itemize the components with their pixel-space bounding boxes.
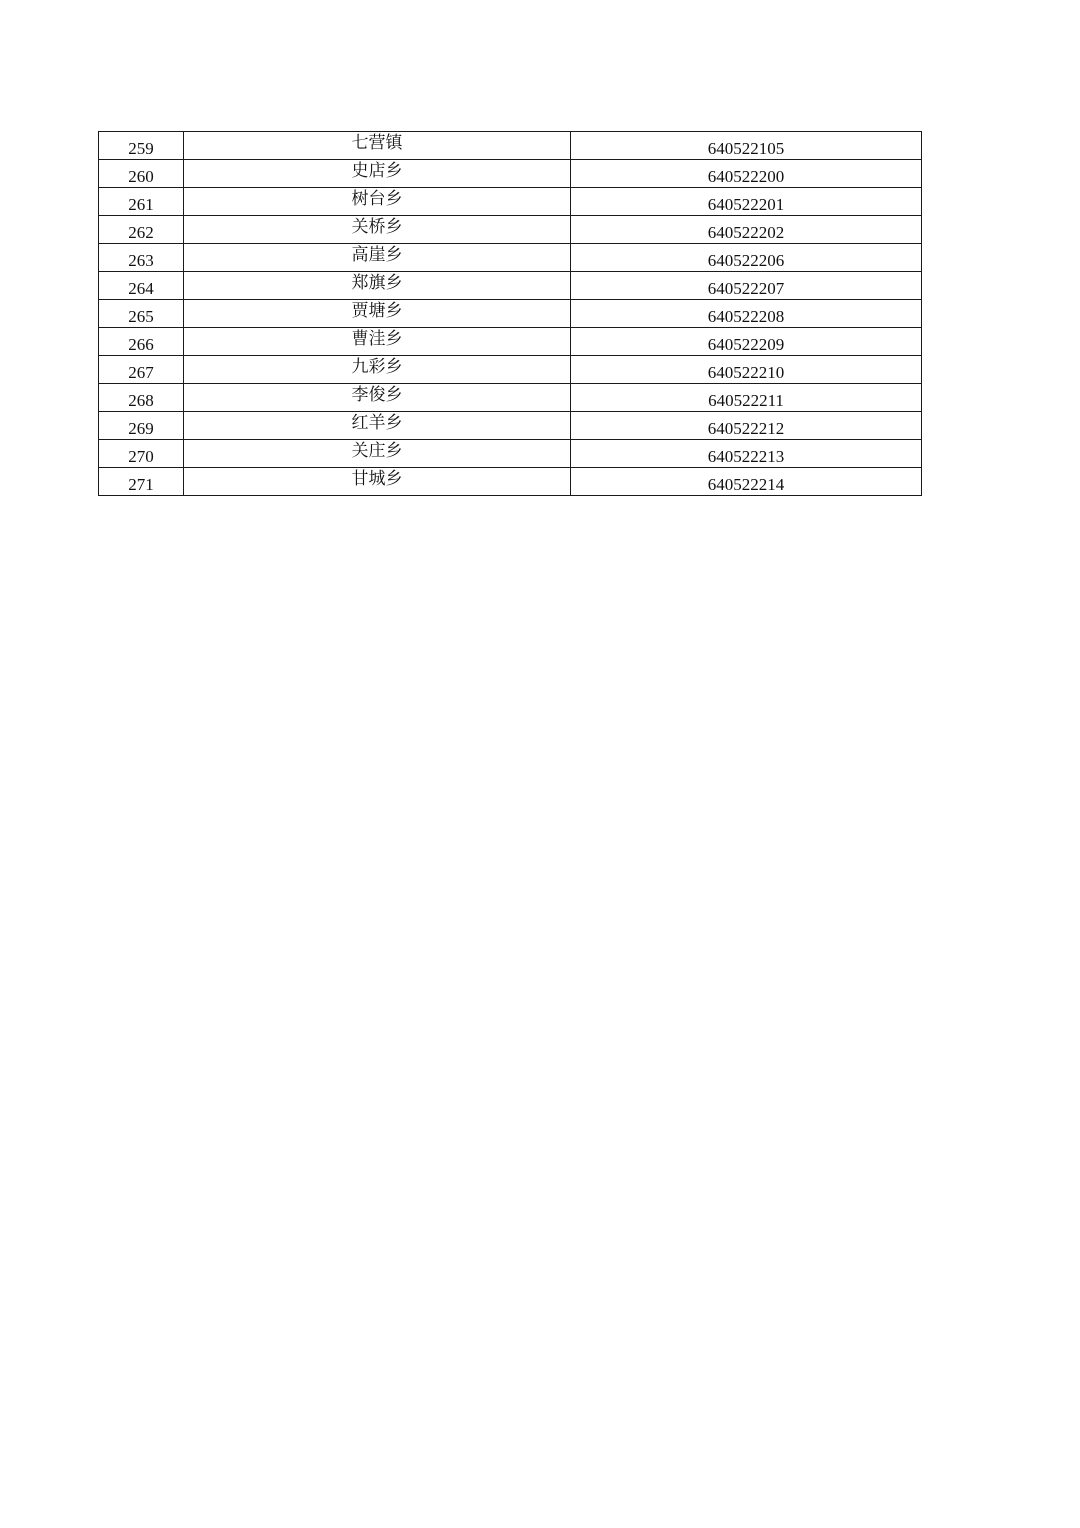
township-name: 李俊乡: [351, 385, 403, 405]
township-code-cell: [571, 300, 922, 328]
row-index: 269: [128, 419, 154, 438]
township-name-cell: [184, 244, 571, 272]
township-code-cell: [571, 412, 922, 440]
township-code-cell: [571, 188, 922, 216]
row-index: 271: [128, 475, 154, 494]
township-name-cell: [184, 468, 571, 496]
table-body: [99, 132, 922, 496]
township-name: 高崖乡: [351, 245, 403, 265]
township-code-cell: [571, 216, 922, 244]
table-row: [99, 384, 922, 412]
township-code-cell: [571, 328, 922, 356]
township-name: 关庄乡: [351, 441, 403, 461]
township-code: 640522200: [707, 167, 785, 186]
township-code: 640522210: [707, 363, 785, 382]
table-row: [99, 468, 922, 496]
table-row: [99, 440, 922, 468]
township-name: 树台乡: [351, 189, 403, 209]
township-code: 640522206: [707, 251, 785, 270]
township-code-cell: [571, 468, 922, 496]
township-code: 640522105: [707, 139, 785, 158]
township-code-cell: [571, 160, 922, 188]
table-row: [99, 412, 922, 440]
township-code-cell: [571, 244, 922, 272]
row-index-cell: [99, 188, 184, 216]
table-row: [99, 300, 922, 328]
row-index: 261: [128, 195, 154, 214]
table-row: [99, 356, 922, 384]
row-index: 270: [128, 447, 154, 466]
row-index-cell: [99, 412, 184, 440]
row-index: 264: [128, 279, 154, 298]
township-name: 九彩乡: [351, 357, 403, 377]
row-index-cell: [99, 300, 184, 328]
table-row: [99, 216, 922, 244]
township-name-cell: [184, 272, 571, 300]
township-code: 640522209: [707, 335, 785, 354]
row-index-cell: [99, 216, 184, 244]
township-code: 640522202: [707, 223, 785, 242]
township-name: 贾塘乡: [351, 301, 403, 321]
township-code: 640522213: [707, 447, 785, 466]
township-name-cell: [184, 300, 571, 328]
row-index-cell: [99, 244, 184, 272]
row-index-cell: [99, 132, 184, 160]
township-name-cell: [184, 412, 571, 440]
township-code-table: [98, 131, 922, 496]
row-index: 259: [128, 139, 154, 158]
table-row: [99, 160, 922, 188]
table-row: [99, 272, 922, 300]
table-row: [99, 132, 922, 160]
township-name-cell: [184, 132, 571, 160]
township-code-cell: [571, 132, 922, 160]
township-code: 640522211: [708, 391, 784, 410]
township-name: 甘城乡: [351, 469, 403, 489]
township-name: 史店乡: [351, 161, 403, 181]
township-name: 关桥乡: [351, 217, 403, 237]
table-row: [99, 244, 922, 272]
township-code-cell: [571, 384, 922, 412]
row-index-cell: [99, 440, 184, 468]
township-code-cell: [571, 272, 922, 300]
row-index-cell: [99, 468, 184, 496]
township-name-cell: [184, 440, 571, 468]
township-code-cell: [571, 356, 922, 384]
row-index: 268: [128, 391, 154, 410]
township-code: 640522212: [707, 419, 785, 438]
row-index: 260: [128, 167, 154, 186]
township-code: 640522208: [707, 307, 785, 326]
township-code: 640522214: [707, 475, 785, 494]
township-code: 640522207: [707, 279, 785, 298]
row-index-cell: [99, 356, 184, 384]
row-index-cell: [99, 272, 184, 300]
row-index: 266: [128, 335, 154, 354]
township-name-cell: [184, 356, 571, 384]
township-name: 曹洼乡: [351, 329, 403, 349]
township-name-cell: [184, 328, 571, 356]
township-code-cell: [571, 440, 922, 468]
township-name: 七营镇: [351, 133, 403, 153]
row-index-cell: [99, 160, 184, 188]
township-name-cell: [184, 188, 571, 216]
table-row: [99, 328, 922, 356]
row-index: 262: [128, 223, 154, 242]
row-index-cell: [99, 328, 184, 356]
township-code: 640522201: [707, 195, 785, 214]
township-name-cell: [184, 160, 571, 188]
township-name-cell: [184, 216, 571, 244]
row-index: 267: [128, 363, 154, 382]
table-row: [99, 188, 922, 216]
township-name: 红羊乡: [351, 413, 403, 433]
row-index-cell: [99, 384, 184, 412]
township-name: 郑旗乡: [351, 273, 403, 293]
row-index: 265: [128, 307, 154, 326]
township-name-cell: [184, 384, 571, 412]
row-index: 263: [128, 251, 154, 270]
